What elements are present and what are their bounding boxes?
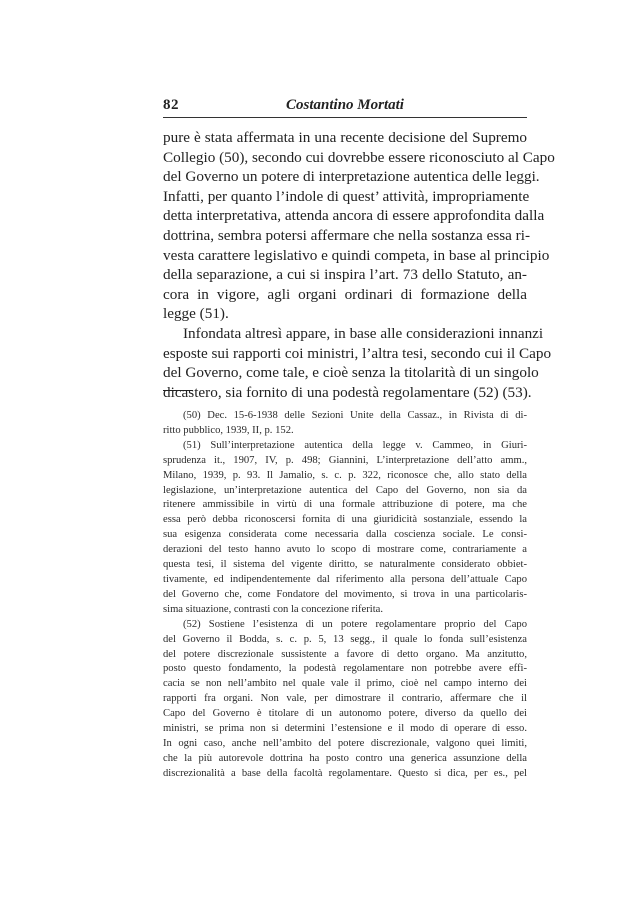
footnote-line: posto questo fondamento, la podestà regolamentare non potrebbe avere effi- xyxy=(163,663,527,675)
footnote-line: discrezionalità a base della facoltà regolamentare. Questo si dica, per es., pel xyxy=(163,767,527,779)
text-line: Collegio (50), secondo cui dovrebbe essere riconosciuto al Capo xyxy=(163,148,555,166)
footnote-line: In ogni caso, anche nell’ambito del potere discrezionale, valgono quei limiti, xyxy=(163,737,527,749)
footnote-line: che la più autorevole dottrina ha posto contro una generica assunzione della xyxy=(163,752,527,764)
text-line: della separazione, a cui si inspira l’art. 73 dello Statuto, an- xyxy=(163,266,527,284)
text-line: esposte sui rapporti coi ministri, l’altra tesi, secondo cui il Capo xyxy=(163,344,552,362)
text-line: pure è stata affermata in una recente decisione del Supremo xyxy=(163,129,527,146)
footnote-line: (52) Sostiene l’esistenza di un potere regolamentare proprio del Capo xyxy=(183,618,527,630)
footnote-line: sprudenza it., 1907, IV, p. 498; Giannini, L’interpretazione dell’atto amm., xyxy=(163,454,527,466)
footnote-line: del Governo il Bodda, s. c. p. 5, 13 segg., il quale lo fonda sull’esistenza xyxy=(163,633,527,645)
running-head xyxy=(163,97,527,118)
text-line: dottrina, sembra potersi affermare che nella sostanza essa ri- xyxy=(163,226,531,244)
text-line: del Governo un potere di interpretazione autentica delle leggi. xyxy=(163,168,540,186)
text-line: Infatti, per quanto l’indole di quest’ attività, impropriamente xyxy=(163,187,530,205)
footnote-line: del potere discrezionale sussistente a favore di detto organo. Ma anzitutto, xyxy=(163,648,527,660)
page-number: 82 xyxy=(163,97,179,113)
footnote-line: cacia se non nell’ambito nel quale vale il primo, cioè nel campo interno dei xyxy=(163,678,527,690)
footnote-rule xyxy=(163,390,193,391)
footnote-line: (50) Dec. 15-6-1938 delle Sezioni Unite della Cassaz., in Rivista di di- xyxy=(183,410,527,421)
footnote-line: (51) Sull’interpretazione autentica della legge v. Cammeo, in Giuri- xyxy=(183,439,527,451)
footnotes xyxy=(163,409,527,782)
footnote-line: derazioni del testo hanno avuto lo scopo di mostrare come, contrariamente a xyxy=(163,544,527,556)
text-line: legge (51). xyxy=(163,305,229,323)
footnote-line: ritenere ammissibile in virtù di una formale attribuzione di potere, ma che xyxy=(163,499,527,511)
footnote-line: Capo del Governo è titolare di un autonomo potere, diverso da quello dei xyxy=(163,708,527,720)
running-title: Costantino Mortati xyxy=(286,97,404,113)
footnote-line: essa però debba riconoscersi fornita di una giuridicità sostanziale, essendo la xyxy=(163,514,527,526)
footnote-line: sima situazione, contrasti con la concezione riferita. xyxy=(163,603,384,615)
text-line: del Governo, come tale, e cioè senza la titolarità di un singolo xyxy=(163,364,539,382)
footnote-line: Milano, 1939, p. 93. Il Jamalio, s. c. p. 322, riconosce che, allo stato della xyxy=(163,469,527,481)
footnote-line: ministri, se prima non si determini l’estensione e il modo di operare di esso. xyxy=(163,723,527,735)
footnote-line: del Governo che, come Fondatore del movimento, si trova in una particolaris- xyxy=(163,588,527,600)
text-line: Infondata altresì appare, in base alle considerazioni innanzi xyxy=(183,324,544,342)
footnote-line: sua esigenza considerata come necessaria dalla coscienza sociale. Le consi- xyxy=(163,529,527,541)
footnote-line: tivamente, ed indipendentemente dal riferimento alla persona dell’attuale Capo xyxy=(163,573,527,585)
footnote-line: rapporti fra organi. Non vale, per dimostrare il contrario, affermare che il xyxy=(163,693,527,705)
text-line: vesta carattere legislativo e quindi competa, in base al principio xyxy=(163,246,550,264)
footnote-line: questa tesi, il sistema del vigente diritto, se naturalmente considerato obbiet- xyxy=(163,559,527,571)
main-text xyxy=(163,128,555,402)
text-line: detta interpretativa, attenda ancora di essere approfondita dalla xyxy=(163,207,545,225)
text-line: dicastero, sia fornito di una podestà regolamentare (52) (53). xyxy=(163,383,532,401)
text-line: cora in vigore, agli organi ordinari di formazione della xyxy=(163,285,527,303)
footnote-line: legislazione, un’interpretazione autentica del Capo del Governo, non sia da xyxy=(163,484,527,496)
footnote-line: ritto pubblico, 1939, II, p. 152. xyxy=(163,424,294,436)
